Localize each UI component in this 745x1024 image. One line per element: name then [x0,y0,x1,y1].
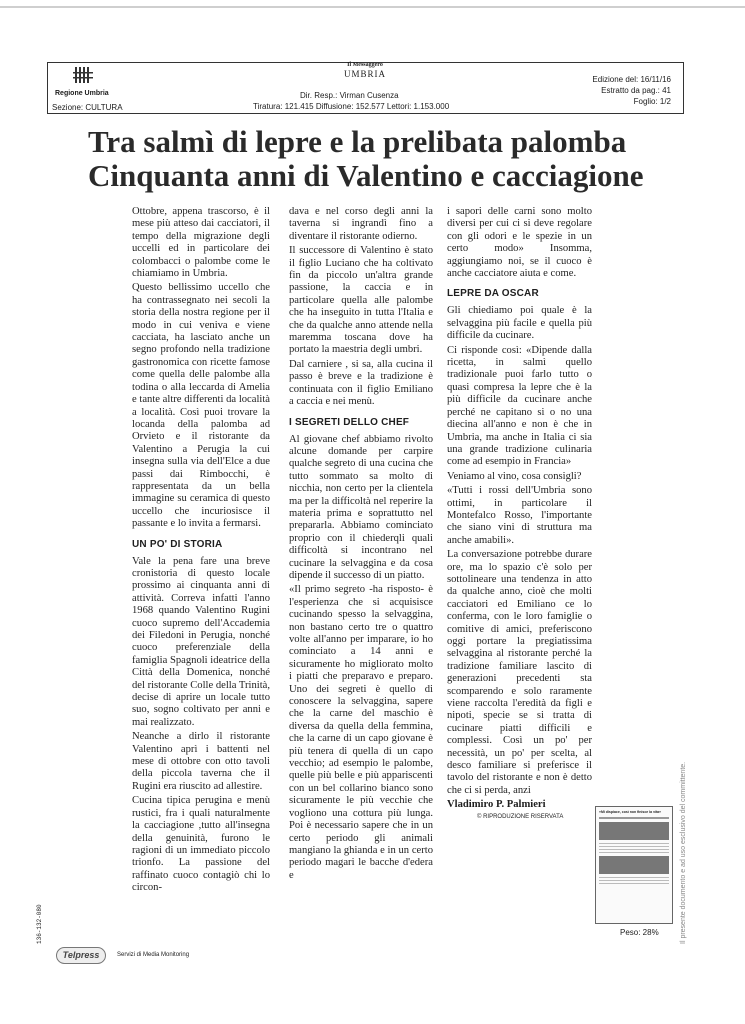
article-column-1 [132,206,270,897]
telpress-logo: Telpress [56,947,106,964]
edition-date: Edizione del: 16/11/16 [592,75,671,84]
paragraph: Gli chiediamo poi quale è la selvaggina più facile e quella più difficile da cucinare. [447,305,592,342]
thumbnail-text-line [599,849,669,850]
thumbnail-text-line [599,877,669,878]
subheading: UN PO' DI STORIA [132,538,223,550]
copyright-notice: © RIPRODUZIONE RISERVATA [477,813,564,820]
article-column-3 [447,206,592,820]
title-line-2: Cinquanta anni di Valentino e cacciagione [88,158,644,193]
paragraph: Vale la pena fare una breve cronistoria di questo locale prossimo ai cinquanta anni di attività. Correva infatti l'anno 1968 quando Valentino Rugini cuoco supremo dell'Accademia dei Filedoni in Perugia, nonché cuoco preferenziale della famiglia Spagnoli ideatrice della Città della Domenica, nonché del ristorante Colle della Trinità, decise di aprire un locale tutto suo, sogno coltivato per anni e mai realizzato. [132,555,270,728]
paragraph: La conversazione potrebbe durare ore, ma lo spazio c'è solo per sottolineare una tendenza in atto da qualche anno, cioè che molti cacciatori ed Emiliano ce lo conferma, con le loro famiglie o comitive di amici, preferiscono oggi portare la pregiatissima selvaggina al ristorante perché la tradizione familiare lascito di generazioni precedenti sta scomparendo e solo raramente viene raccolta l'eredità da figli e nipoti, specie se si tratta di cucinare piatti difficili e complessi. Così un po' per necessità, un po' per scelta, al desco familiare si preferisce il tavolo del ristorante e non è detto che ci si perda, anzi [447,549,592,796]
subheading: I SEGRETI DELLO CHEF [289,416,410,428]
article-title [88,125,688,193]
edition-meta [592,74,671,107]
paragraph: Ottobre, appena trascorso, è il mese più atteso dai cacciatori, il tempo della migrazione degli uccelli ed in particolare dei colombacci o palombe come le chiamiamo in Umbria. [132,206,270,280]
weight-percentage: Peso: 28% [620,928,659,937]
director-line: Dir. Resp.: Virman Cusenza [300,91,399,100]
thumbnail-text-line [599,880,669,881]
paragraph: Neanche a dirlo il ristorante Valentino aprì i battenti nel mese di ottobre con otto tavoli della piccola taverna che il Rugini era riuscito ad allestire. [132,731,270,792]
region-name: Regione Umbria [55,90,109,97]
disclaimer-text: Il presente documento e ad uso esclusivo del committente. [680,761,687,944]
paragraph: dava e nel corso degli anni la taverna si ingrandì fino a diventare il ristorante odierno. [289,206,433,242]
paragraph: Al giovane chef abbiamo rivolto alcune domande per carpire qualche segreto di una cucina che tutto sommato sa molto di nicchia, non certo per la clientela ma per la difficoltà nel reperire la materia prima e soprattutto nel prepararla. Abbiamo cominciato proprio con il chiederqli quali difficoltà si incontrano nel cucinare la selvaggina e da cosa dipende il successo di un piatto. [289,433,433,581]
sheet-number: Foglio: 1/2 [633,97,671,106]
extract-page: Estratto da pag.: 41 [601,86,671,95]
title-line-1: Tra salmì di lepre e la prelibata palomba [88,124,627,159]
masthead-publisher: Il Messaggero [347,62,383,68]
paragraph: Cucina tipica perugina e menù rustici, fra i quali naturalmente la cacciagione ,tutto all'insegna della genuinità, furono le ragioni di un immediato piccolo trionfo. La passione del raffinato cuoco contagiò chi lo circon- [132,795,270,894]
paragraph: Ci risponde così: «Dipende dalla ricetta, in salmì quello tradizionale puoi farlo tutto o quasi compresa la lepre che è la più difficile da cucinare anche perché ne capitano si o no una diecina all'anno e non è che in Umbria, ma anche in Italia ci sia una grande tradizione culinaria come ad esempio in Francia» [447,344,592,468]
paragraph: Dal carniere , si sa, alla cucina il passo è breve e la tradizione è continuata con il figlio Emiliano a caccia e nei menù. [289,358,433,408]
thumbnail-text-line [599,846,669,847]
author-name: Vladimiro P. Palmieri [447,799,546,811]
subheading: LEPRE DA OSCAR [447,288,539,300]
paragraph: «Tutti i rossi dell'Umbria sono ottimi, in particolare il Montefalco Rosso, l'importante che siano vini di struttura ma anche amabili». [447,485,592,546]
thumbnail-text-line [599,883,669,884]
document-code: 136-132-080 [36,904,43,944]
paragraph: «Il primo segreto -ha risposto- è l'esperienza che si acquisisce cucinando spesso la selvaggina, non bastano certo tre o quattro volte all'anno per imparare, io ho cominciato a 14 anni e sicuramente ho migliorato molto i piatti che preparavo e preparo. Uno dei segreti è quello di conoscere la selvaggina, sapere che la carne del maschio è diversa da quella della femmina, che la carne di un capo giovane è più tenera di quella di un capo vecchio; ad esempio le palombe, quelle più belle e più appariscenti con un bel collarino bianco sono sicuramente le più vecchie che vogliono una cottura più lunga. Poi è necessario sapere che in un certo periodo gli animali mangiano la ghianda e in un certo periodo magari le bacche d'edera e [289,584,433,881]
paragraph: Il successore di Valentino è stato il figlio Luciano che ha coltivato fin da piccolo un'altra grande passione, la caccia e in particolare quella alle palombe che ha inseguito in tutta l'Italia e che da qualche anno attende nella maremma toscana dove ha portato la maestria degli umbri. [289,245,433,356]
thumbnail-image [599,822,669,840]
service-label: Servizi di Media Monitoring [117,952,190,958]
section-label: Sezione: CULTURA [52,103,123,112]
masthead-name: UMBRIA [343,69,386,79]
article-column-2 [289,206,433,884]
thumbnail-text-line [599,843,669,844]
scan-edge-line [0,6,745,8]
page-thumbnail [595,806,673,924]
thumbnail-title: «Mi dispiace, così non finisce la vita» [599,810,662,814]
thumbnail-text-line [599,852,669,853]
paragraph: Questo bellissimo uccello che ha contrassegnato nei secoli la storia della nostra regione per il modo in cui veniva e viene cacciata, ha lasciato anche un segno profondo nella tradizione gastronomica con ricette famose come quella delle palombe alla todina o alla leccarda di Amelia e tante altre differenti da località a località. Così puoi trovare la locanda della palomba ad Orvieto e il ristorante da Valentino a Perugia la cui insegna sulla via dell'Elce a due passi dai Rimbocchi, è rappresentata da un bella immagine su ceramica di questo uccello che incuriosisce il passante e lo invita a fermarsi. [132,282,270,530]
paragraph: i sapori delle carni sono molto diversi per cui ci si deve regolare con gli odori e le spezie in un certo modo» Insomma, aggiungiamo noi, se il cuoco è anche cacciatore aiuta e come. [447,206,592,280]
thumbnail-image [599,856,669,874]
circulation-stats: Tiratura: 121.415 Diffusione: 152.577 Lettori: 1.153.000 [253,102,450,111]
paragraph: Veniamo al vino, cosa consigli? [447,470,582,482]
thumbnail-rule [599,817,669,819]
region-umbria-logo-icon [73,66,93,84]
